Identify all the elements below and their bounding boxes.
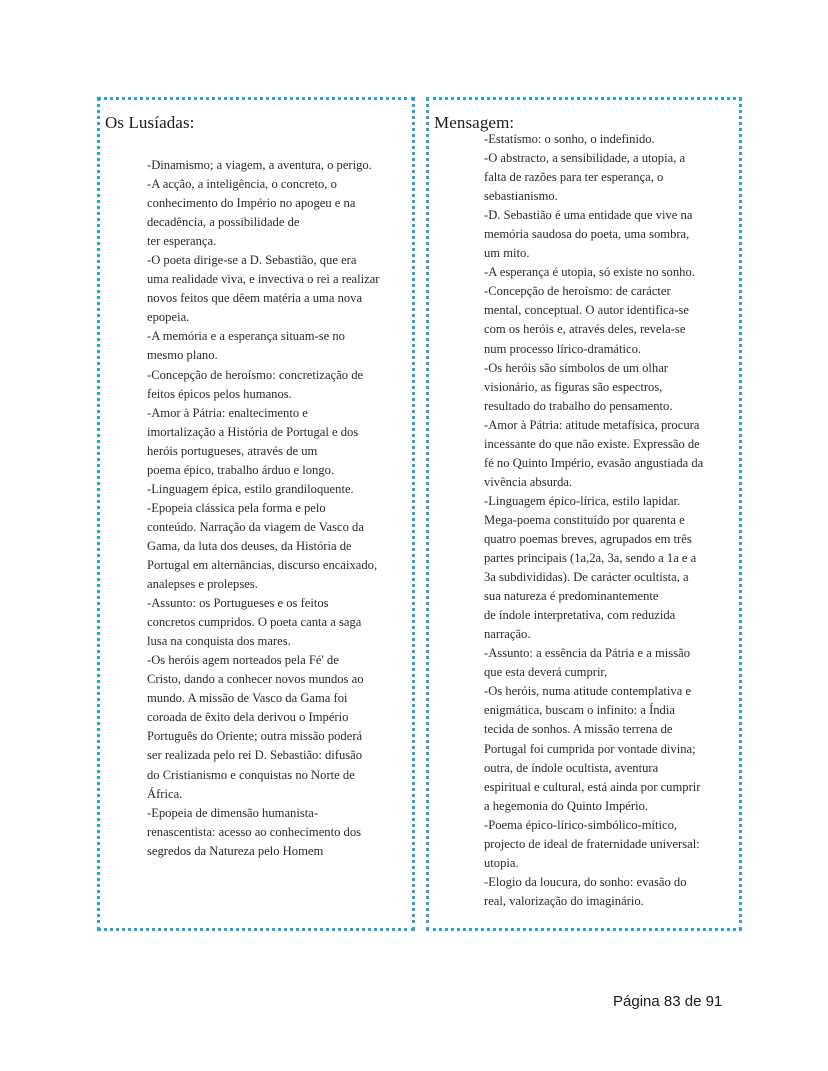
- text-line: Gama, da luta dos deuses, da História de: [147, 538, 352, 553]
- text-line: outra, de índole ocultista, aventura: [484, 760, 659, 775]
- os-lusiadas-box: [97, 97, 415, 931]
- text-line: renascentista: acesso ao conhecimento dos: [147, 824, 362, 839]
- text-line: memória saudosa do poeta, uma sombra,: [484, 227, 690, 242]
- text-line: partes principais (1a,2a, 3a, sendo a 1a e a: [484, 551, 697, 566]
- text-line: -Assunto: a essência da Pátria e a missão: [484, 646, 690, 661]
- text-line: -Epopeia de dimensão humanista-: [147, 805, 319, 820]
- text-line: que esta deverá cumprir,: [484, 665, 608, 680]
- text-line: -Poema épico-lírico-simbólico-mítico,: [484, 817, 678, 832]
- text-line: -D. Sebastião é uma entidade que vive na: [484, 208, 693, 223]
- text-line: quatro poemas breves, agrupados em três: [484, 531, 692, 546]
- text-line: novos feitos que dêem matéria a uma nova: [147, 291, 363, 306]
- text-line: lusa na conquista dos mares.: [147, 634, 291, 649]
- page-number: Página 83 de 91: [613, 993, 723, 1010]
- text-line: -Dinamismo; a viagem, a aventura, o perigo.: [147, 158, 372, 172]
- text-line: decadência, a possibilidade de: [147, 215, 300, 230]
- text-line: feitos épicos pelos humanos.: [147, 386, 292, 401]
- text-line: ser realizada pelo rei D. Sebastião: difusão: [147, 748, 363, 763]
- os-lusiadas-text: [147, 156, 412, 861]
- text-line: -Elogio da loucura, do sonho: evasão do: [484, 874, 687, 889]
- text-line: falta de razões para ter esperança, o: [484, 170, 664, 185]
- text-line: resultado do trabalho do pensamento.: [484, 398, 673, 413]
- text-line: -Linguagem épica, estilo grandiloquente.: [147, 481, 354, 496]
- text-line: Português do Oriente; outra missão poderá: [147, 729, 363, 744]
- text-line: tecida de sonhos. A missão terrena de: [484, 722, 673, 737]
- text-line: mundo. A missão de Vasco da Gama foi: [147, 691, 348, 706]
- text-line: -Estatísmo: o sonho, o indefinido.: [484, 132, 655, 146]
- text-line: -Os heróis agem norteados pela Fé' de: [147, 653, 339, 668]
- text-line: mental, conceptual. O autor identifica-se: [484, 303, 689, 318]
- text-line: do Cristianismo e conquistas no Norte de: [147, 767, 355, 782]
- text-line: real, valorização do imaginário.: [484, 893, 644, 908]
- text-line: narração.: [484, 627, 531, 642]
- text-line: segredos da Natureza pelo Homem: [147, 843, 324, 858]
- text-line: Cristo, dando a conhecer novos mundos ao: [147, 672, 364, 687]
- text-line: coroada de êxito dela derivou o Império: [147, 710, 349, 725]
- text-line: espiritual e cultural, está ainda por cumprir: [484, 779, 701, 794]
- text-line: Portugal foi cumprida por vontade divina;: [484, 741, 696, 756]
- text-line: -O poeta dirige-se a D. Sebastião, que era: [147, 253, 357, 268]
- os-lusiadas-title: Os Lusíadas:: [105, 113, 195, 132]
- text-line: com os heróis e, através deles, revela-se: [484, 322, 686, 337]
- text-line: Mega-poema constituído por quarenta e: [484, 512, 685, 527]
- text-line: sebastianismo.: [484, 189, 558, 204]
- text-line: -Assunto: os Portugueses e os feitos: [147, 596, 329, 611]
- text-line: ter esperança.: [147, 234, 217, 249]
- text-line: concretos cumpridos. O poeta canta a saga: [147, 615, 362, 630]
- text-line: utopia.: [484, 855, 519, 870]
- text-line: vivência absurda.: [484, 474, 573, 489]
- text-line: poema épico, trabalho árduo e longo.: [147, 462, 335, 477]
- text-line: heróis portugueses, através de um: [147, 443, 318, 458]
- text-line: projecto de ideal de fraternidade universal:: [484, 836, 700, 851]
- text-line: epopeia.: [147, 310, 190, 325]
- text-line: conteúdo. Narração da viagem de Vasco da: [147, 519, 364, 534]
- text-line: -Os heróis são símbolos de um olhar: [484, 360, 668, 375]
- text-line: conhecimento do Império no apogeu e na: [147, 196, 356, 211]
- text-line: num processo lírico-dramático.: [484, 341, 642, 356]
- text-line: uma realidade viva, e invectiva o rei a realizar: [147, 272, 380, 287]
- text-line: -Amor à Pátria: atitude metafísica, procura: [484, 417, 700, 432]
- text-line: enigmática, buscam o infinito: a Índia: [484, 703, 675, 718]
- text-line: -Linguagem épico-lírica, estilo lapidar.: [484, 493, 681, 508]
- text-line: incessante do que não existe. Expressão de: [484, 436, 700, 451]
- text-line: fé no Quinto Império, evasão angustiada da: [484, 455, 704, 470]
- text-line: -A esperança é utopia, só existe no sonho.: [484, 265, 695, 280]
- text-line: a hegemonia do Quinto Império.: [484, 798, 649, 813]
- text-line: Portugal em alternâncias, discurso encaixado,: [147, 557, 378, 572]
- text-line: imortalização a História de Portugal e dos: [147, 424, 359, 439]
- text-line: -A acção, a inteligência, o concreto, o: [147, 177, 337, 192]
- text-line: um mito.: [484, 246, 530, 261]
- mensagem-title: Mensagem:: [434, 113, 515, 132]
- text-line: -Concepção de heroísmo: concretização de: [147, 367, 364, 382]
- text-line: de índole interpretativa, com reduzida: [484, 608, 676, 623]
- text-line: 3a subdivididas). De carácter ocultista, a: [484, 570, 689, 585]
- text-line: analepses e prolepses.: [147, 577, 258, 592]
- text-line: -A memória e a esperança situam-se no: [147, 329, 345, 344]
- text-line: -O abstracto, a sensibilidade, a utopia, a: [484, 151, 686, 166]
- text-line: -Epopeia clássica pela forma e pelo: [147, 500, 326, 515]
- text-line: visionário, as figuras são espectros,: [484, 379, 663, 394]
- text-line: sua natureza é predominantemente: [484, 589, 659, 604]
- mensagem-box: [426, 97, 742, 931]
- text-line: -Amor à Pátria: enaltecimento e: [147, 405, 308, 420]
- text-line: mesmo plano.: [147, 348, 218, 363]
- text-line: África.: [147, 786, 183, 801]
- mensagem-text: [484, 130, 739, 911]
- text-line: -Concepção de heroísmo: de carácter: [484, 284, 671, 299]
- text-line: -Os heróis, numa atitude contemplativa e: [484, 684, 692, 699]
